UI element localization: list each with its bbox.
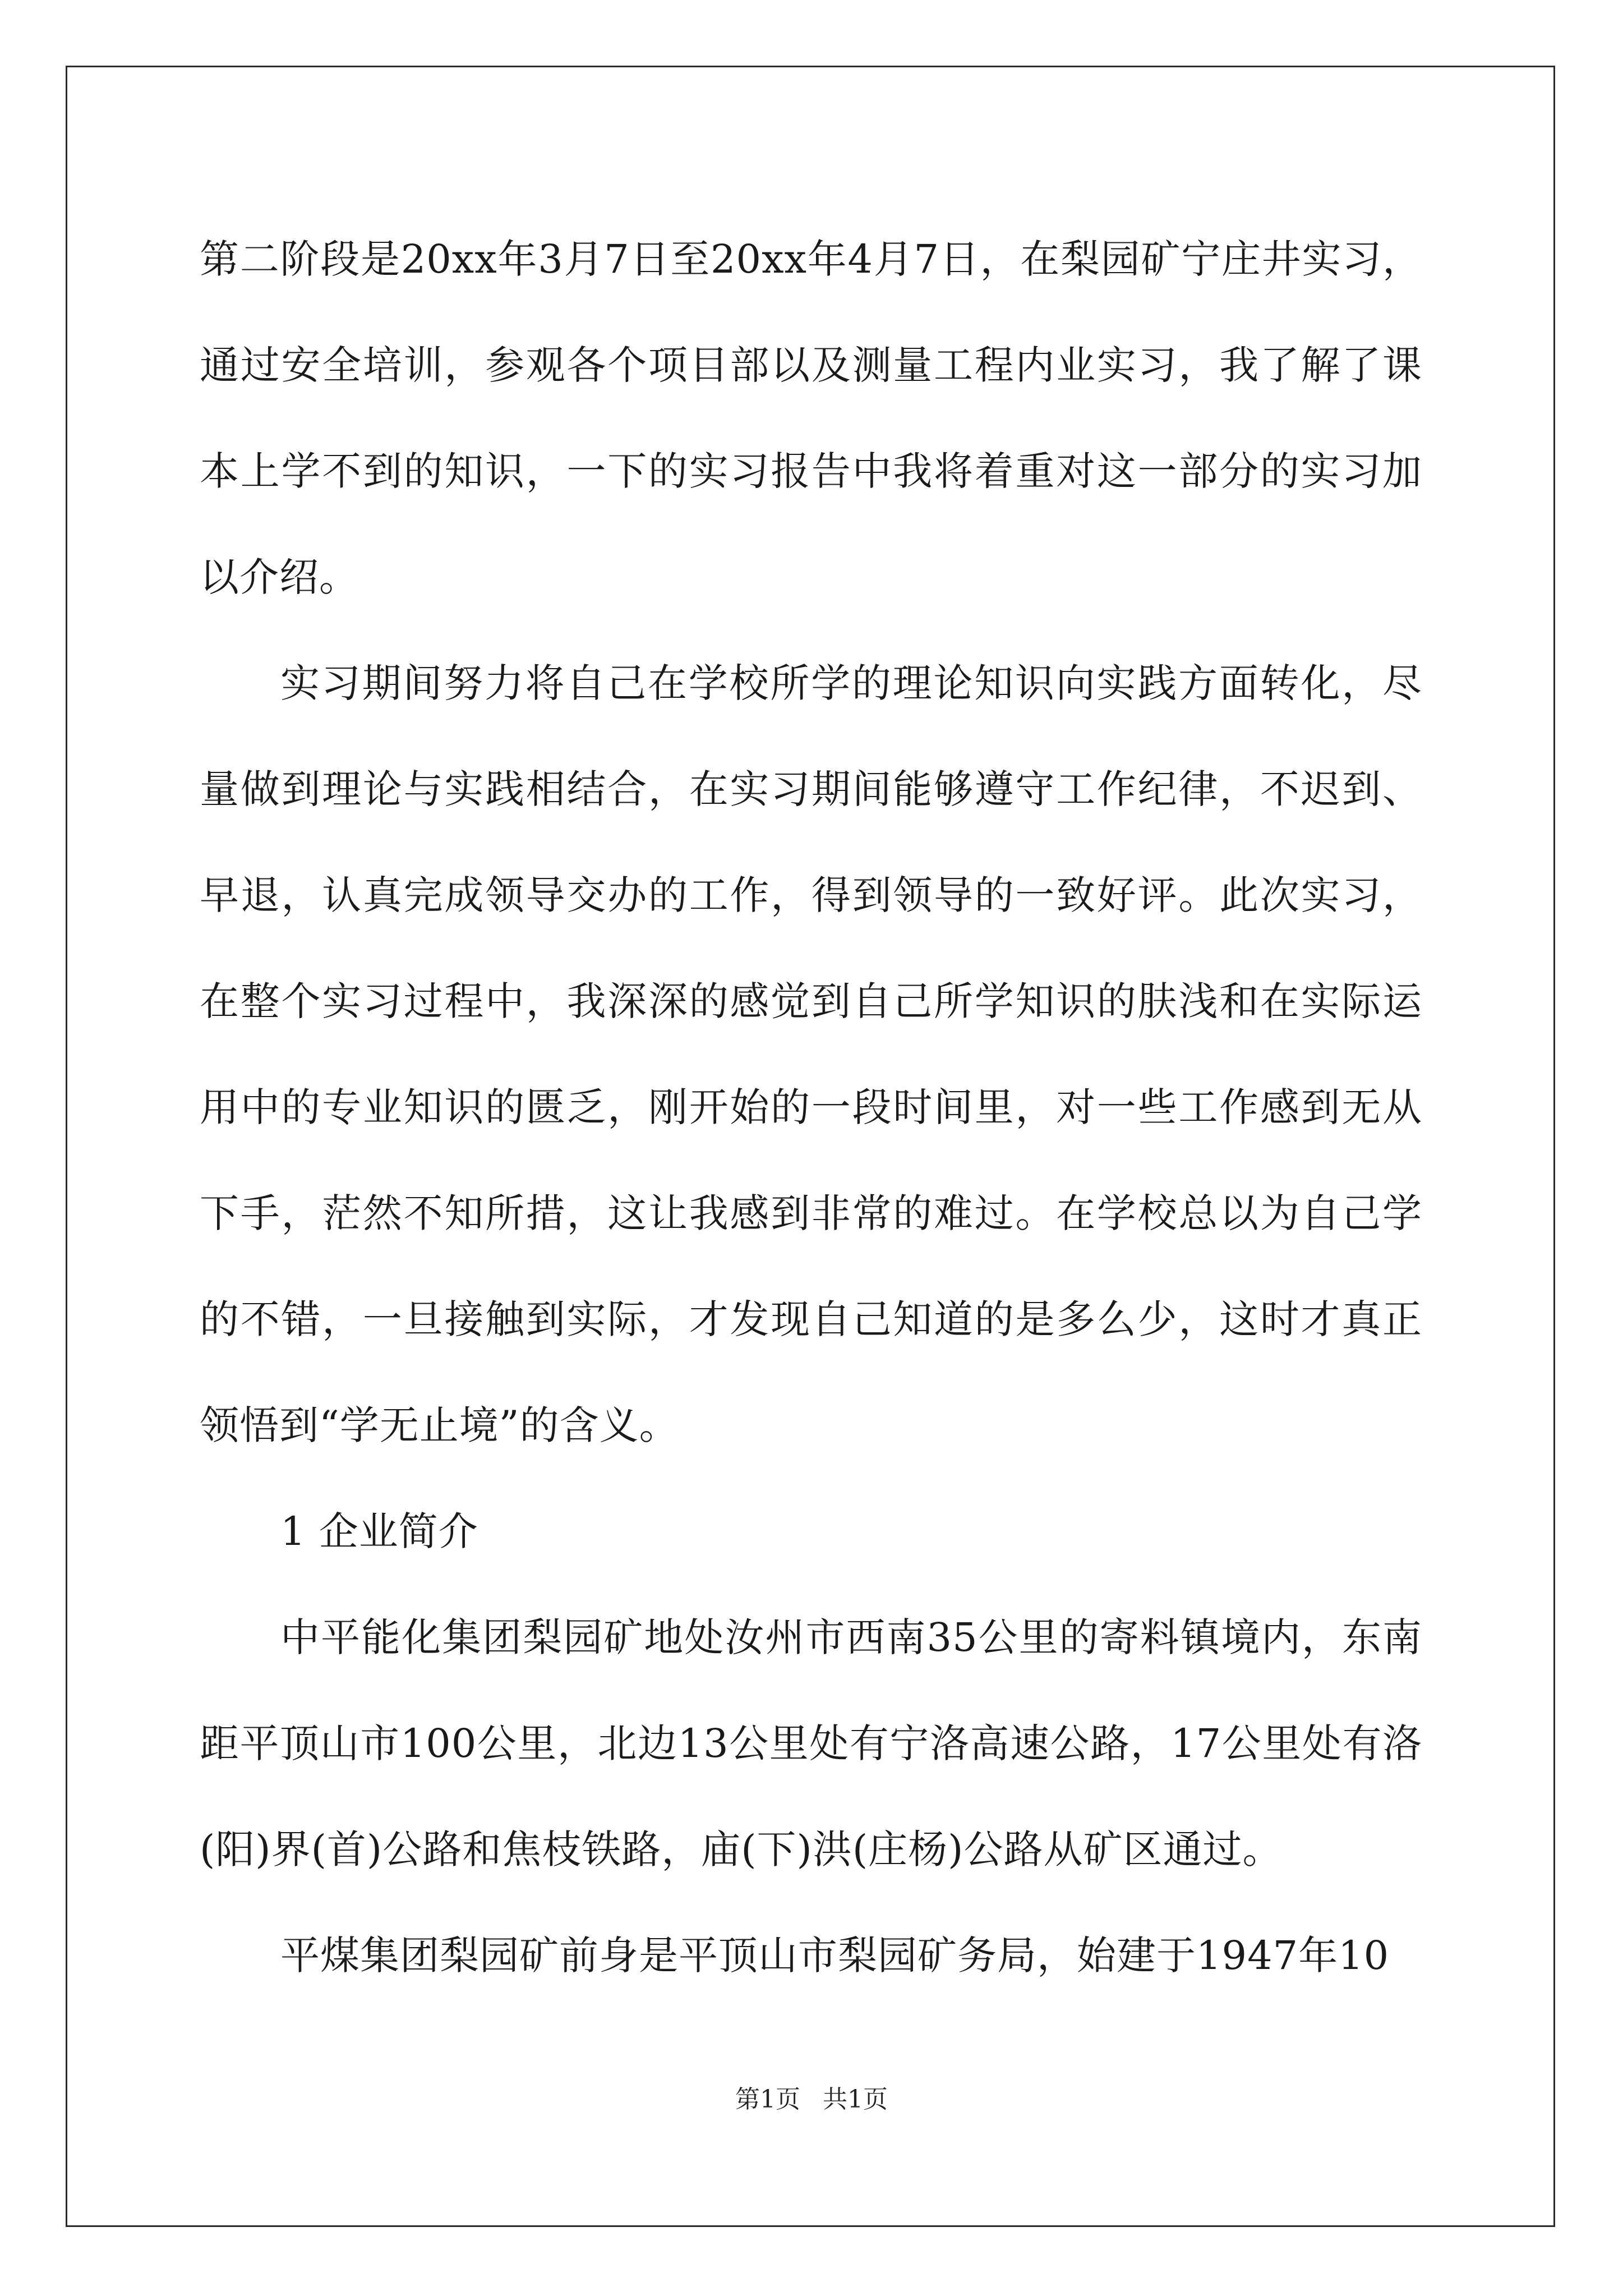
section-heading-company-intro: 1 企业简介 <box>280 1508 478 1554</box>
document-body <box>200 206 1422 2009</box>
page-footer <box>0 2083 1623 2116</box>
paragraph-internship-reflection: 实习期间努力将自己在学校所学的理论知识向实践方面转化，尽量做到理论与实践相结合，在实习期间能够遵守工作纪律，不迟到、早退，认真完成领导交办的工作，得到领导的一致好评。此次实习，在整个实习过程中，我深深的感觉到自己所学知识的肤浅和在实际运用中的专业知识的匮乏，刚开始的一段时间里，对一些工作感到无从下手，茫然不知所措，这让我感到非常的难过。在学校总以为自己学的不错，一旦接触到实际，才发现自己知道的是多么少，这时才真正领悟到“学无止境”的含义。 <box>200 660 1422 1448</box>
paragraph-company-history: 平煤集团梨园矿前身是平顶山市梨园矿务局，始建于1947年10 <box>280 1932 1390 1978</box>
total-pages: 共1页 <box>823 2085 888 2114</box>
paragraph-period-two: 第二阶段是20xx年3月7日至20xx年4月7日，在梨园矿宁庄井实习，通过安全培训，参观各个项目部以及测量工程内业实习，我了解了课本上学不到的知识，一下的实习报告中我将着重对这一部分的实习加以介绍。 <box>200 236 1422 600</box>
paragraph-company-location: 中平能化集团梨园矿地处汝州市西南35公里的寄料镇境内，东南距平顶山市100公里，北边13公里处有宁洛高速公路，17公里处有洛(阳)界(首)公路和焦枝铁路，庙(下)洪(庄杨)公路从矿区通过。 <box>200 1614 1422 1872</box>
page-number: 第1页 <box>735 2085 800 2114</box>
